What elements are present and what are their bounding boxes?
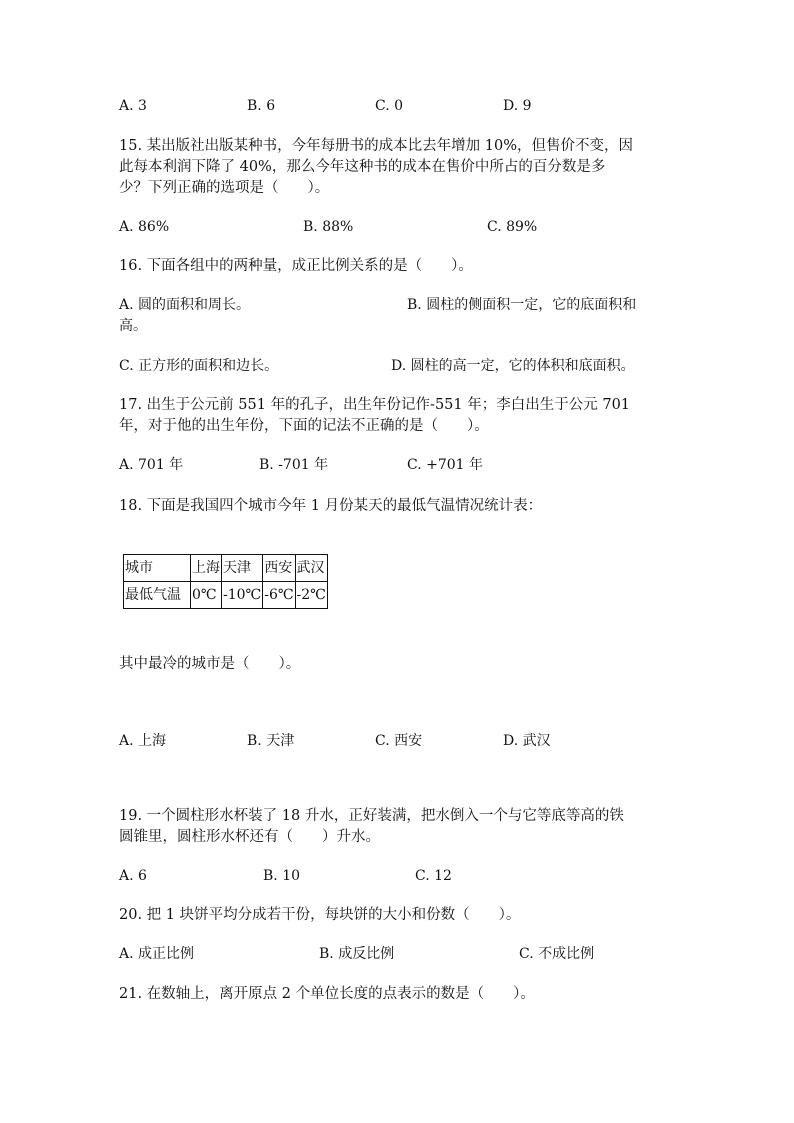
q16-option-d: D. 圆柱的高一定，它的体积和底面积。 xyxy=(391,358,635,374)
table-cell: -2℃ xyxy=(295,582,327,609)
table-cell: -6℃ xyxy=(263,582,295,609)
q20-stem: 20. 把 1 块饼平均分成若干份，每块饼的大小和份数（ ）。 xyxy=(119,907,521,923)
q15-stem-line-3: 少？下列正确的选项是（ ）。 xyxy=(119,180,330,196)
q18-option-a: A. 上海 xyxy=(119,733,167,749)
table-cell: 武汉 xyxy=(295,555,327,582)
q18-question: 其中最冷的城市是（ ）。 xyxy=(119,656,301,672)
q20-option-b: B. 成反比例 xyxy=(319,946,395,962)
q15-stem-line-1: 15. 某出版社出版某种书，今年每册书的成本比去年增加 10%，但售价不变，因 xyxy=(119,138,634,154)
table-cell: 城市 xyxy=(124,555,191,582)
q16-option-c: C. 正方形的面积和边长。 xyxy=(119,358,279,374)
q16-option-b: B. 圆柱的侧面积一定，它的底面积和 xyxy=(407,297,637,313)
q18-option-b: B. 天津 xyxy=(247,733,295,749)
table-cell: 0℃ xyxy=(191,582,222,609)
temperature-table xyxy=(123,554,328,609)
table-cell: -10℃ xyxy=(222,582,263,609)
table-cell: 西安 xyxy=(263,555,295,582)
q16-option-a: A. 圆的面积和周长。 xyxy=(119,297,251,313)
q14-option-d: D. 9 xyxy=(503,98,532,114)
q19-option-c: C. 12 xyxy=(415,868,452,884)
q14-option-c: C. 0 xyxy=(375,98,404,114)
table-cell: 天津 xyxy=(222,555,263,582)
q14-option-a: A. 3 xyxy=(119,98,147,114)
table-cell: 上海 xyxy=(191,555,222,582)
q15-stem-line-2: 此每本利润下降了 40%，那么今年这种书的成本在售价中所占的百分数是多 xyxy=(119,159,606,175)
q14-option-b: B. 6 xyxy=(247,98,276,114)
q17-stem-line-1: 17. 出生于公元前 551 年的孔子，出生年份记作-551 年；李白出生于公元 701 xyxy=(119,397,631,413)
q20-option-a: A. 成正比例 xyxy=(119,946,195,962)
q18-option-d: D. 武汉 xyxy=(503,733,551,749)
q16-option-b-continued: 高。 xyxy=(119,318,147,334)
q19-option-a: A. 6 xyxy=(119,868,147,884)
q20-option-c: C. 不成比例 xyxy=(519,946,595,962)
q18-option-c: C. 西安 xyxy=(375,733,423,749)
q17-option-c: C. +701 年 xyxy=(407,457,484,473)
q15-option-c: C. 89% xyxy=(487,219,538,235)
q15-option-a: A. 86% xyxy=(119,219,170,235)
q16-stem: 16. 下面各组中的两种量，成正比例关系的是（ ）。 xyxy=(119,258,473,274)
table-row-min-temperature xyxy=(124,582,328,609)
q17-stem-line-2: 年，对于他的出生年份，下面的记法不正确的是（ ）。 xyxy=(119,418,489,434)
table-cell: 最低气温 xyxy=(124,582,191,609)
q17-option-a: A. 701 年 xyxy=(119,457,184,473)
table-row-cities xyxy=(124,555,328,582)
q19-stem-line-2: 圆锥里，圆柱形水杯还有（ ）升水。 xyxy=(119,829,380,845)
q19-stem-line-1: 19. 一个圆柱形水杯装了 18 升水，正好装满，把水倒入一个与它等底等高的铁 xyxy=(119,808,624,824)
q18-stem: 18. 下面是我国四个城市今年 1 月份某天的最低气温情况统计表： xyxy=(119,498,543,514)
q21-stem: 21. 在数轴上，离开原点 2 个单位长度的点表示的数是（ ）。 xyxy=(119,986,535,1002)
q17-option-b: B. -701 年 xyxy=(259,457,329,473)
q19-option-b: B. 10 xyxy=(263,868,301,884)
q15-option-b: B. 88% xyxy=(303,219,354,235)
